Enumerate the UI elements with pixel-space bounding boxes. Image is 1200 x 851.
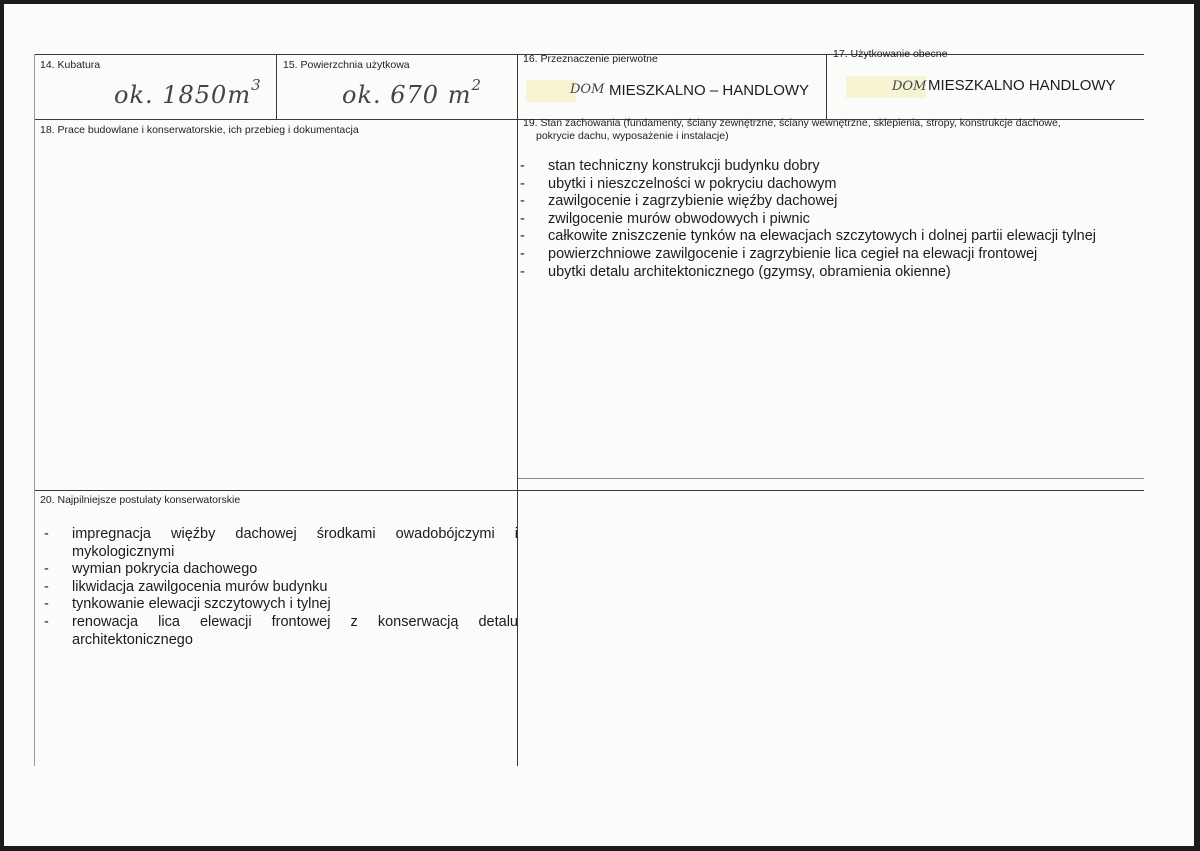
list-item: - tynkowanie elewacji szczytowych i tylnej	[72, 596, 518, 614]
list-item: - renowacja lica elewacji frontowej z konserwacją detalu architektonicznego	[72, 614, 518, 649]
field-20-list	[72, 526, 518, 649]
field-17-value: MIESZKALNO HANDLOWY	[928, 77, 1116, 94]
field-20-label: 20. Najpilniejsze postulaty konserwatorskie	[40, 494, 241, 506]
list-item: - zawilgocenie i zagrzybienie więźby dachowej	[548, 193, 1120, 211]
list-item: - stan techniczny konstrukcji budynku dobry	[548, 158, 1120, 176]
field-16-hand: DOM	[570, 82, 605, 97]
field-14-value: ok. $1850m^3$	[114, 76, 262, 109]
field-15-label: 15. Powierzchnia użytkowa	[283, 59, 410, 71]
list-item: - ubytki detalu architektonicznego (gzymsy, obramienia okienne)	[548, 264, 1120, 282]
col-divider-1	[276, 54, 277, 120]
list-item: - zwilgocenie murów obwodowych i piwnic	[548, 211, 1120, 229]
field-16-value: MIESZKALNO – HANDLOWY	[609, 82, 810, 99]
field-16-label: 16. Przeznaczenie pierwotne	[523, 53, 658, 65]
field-18-label: 18. Prace budowlane i konserwatorskie, ich przebieg i dokumentacja	[40, 124, 359, 136]
left-border	[34, 54, 35, 766]
field-17-hand: DOM	[892, 79, 927, 94]
field-19-list	[548, 158, 1120, 281]
form-sheet	[4, 4, 1194, 846]
col-divider-main	[517, 54, 518, 766]
field-19-label-line2: pokrycie dachu, wyposażenie i instalacje)	[536, 130, 729, 142]
list-item: - wymian pokrycia dachowego	[72, 561, 518, 579]
field-19-label-line1: 19. Stan zachowania (fundamenty, ściany zewnętrzne, ściany wewnętrzne, sklepienia, stropy, konstrukcje dachowe,	[523, 117, 1061, 129]
field-16-highlight	[526, 80, 576, 102]
field-15-value: ok. 670 $m^2$	[342, 76, 482, 109]
field-17-label: 17. Użytkowanie obecne	[833, 48, 948, 60]
field-14-label: 14. Kubatura	[40, 59, 101, 71]
row2-right-rule	[518, 478, 1144, 479]
list-item: - ubytki i nieszczelności w pokryciu dachowym	[548, 176, 1120, 194]
list-item: - likwidacja zawilgocenia murów budynku	[72, 579, 518, 597]
list-item: - całkowite zniszczenie tynków na elewacjach szczytowych i dolnej partii elewacji tylnej	[548, 228, 1120, 246]
list-item: - powierzchniowe zawilgocenie i zagrzybienie lica cegieł na elewacji frontowej	[548, 246, 1120, 264]
list-item: - impregnacja więźby dachowej środkami owadobójczymi i mykologicznymi	[72, 526, 518, 561]
row2-bottom-rule	[34, 490, 1144, 491]
col-divider-3	[826, 54, 827, 120]
